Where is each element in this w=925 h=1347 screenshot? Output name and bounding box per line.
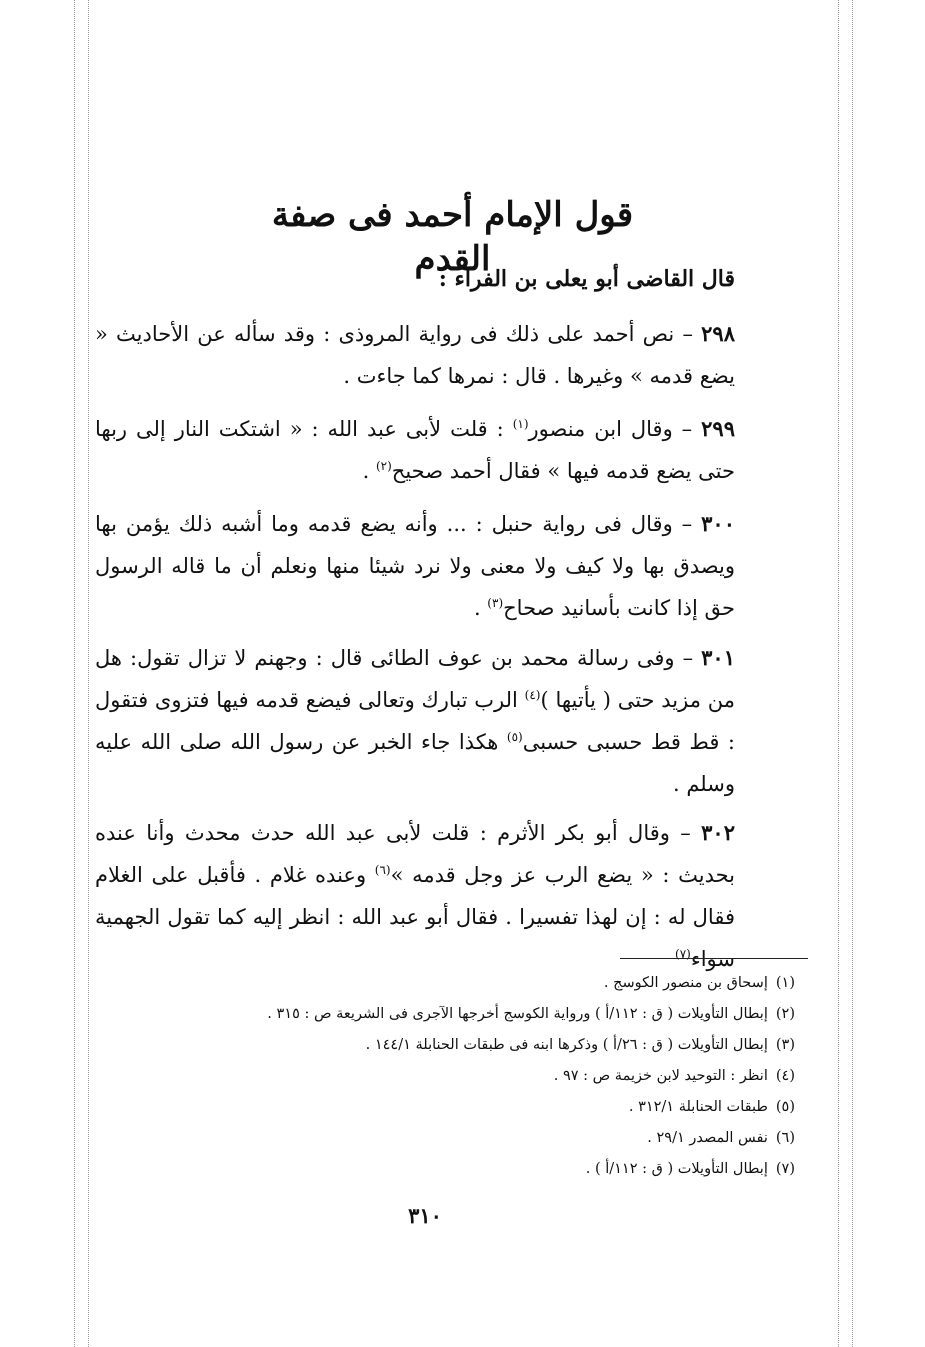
page-number: ٣١٠ [408, 1203, 442, 1228]
footnote-item [95, 1061, 795, 1092]
footnote-text: إبطال التأويلات ( ق : ١١٢/أ ) . [585, 1161, 768, 1177]
footnote-ref: (٧) [675, 947, 691, 961]
footnote-text: إبطال التأويلات ( ق : ١١٢/أ ) ورواية الكوسج أخرجها الآجرى فى الشريعة ص : ٣١٥ . [267, 1006, 768, 1022]
paragraph-number: ٣٠٠ [701, 511, 735, 536]
footnote-number: (٧) [775, 1161, 795, 1177]
footnote-text: نفس المصدر ٢٩/١ . [647, 1130, 768, 1146]
paragraph-302 [95, 812, 735, 980]
paragraph-number: ٢٩٩ [701, 416, 735, 441]
paragraph-text: – وقال أبو بكر الأثرم : قلت لأبى عبد الله حدث محدث وأنا عنده بحديث : « يضع الرب عز وجل قدمه » [95, 821, 735, 887]
footnote-item [95, 1030, 795, 1061]
margin-line-right-inner [838, 0, 839, 1347]
footnote-ref: (٥) [506, 730, 523, 744]
footnote-item [95, 1092, 795, 1123]
paragraph-text: – نص أحمد على ذلك فى رواية المروذى : وقد سأله عن الأحاديث « يضع قدمه » وغيرها . قال : نمرها كما جاءت . [95, 322, 735, 388]
footnote-ref: (٢) [375, 459, 392, 473]
intro-line: قال القاضى أبو يعلى بن الفراء : [438, 266, 735, 292]
margin-line-right-outer [852, 0, 853, 1347]
footnote-ref: (٤) [524, 688, 541, 702]
footnote-number: (٥) [775, 1099, 795, 1115]
footnote-ref: (١) [512, 417, 529, 431]
footnote-text: إبطال التأويلات ( ق : ٢٦/أ ) وذكرها ابنه فى طبقات الحنابلة ١٤٤/١ . [365, 1037, 768, 1053]
footnote-text: إسحاق بن منصور الكوسج . [603, 975, 768, 991]
margin-line-left-inner [88, 0, 89, 1347]
footnote-number: (٦) [775, 1130, 795, 1146]
footnote-item [95, 999, 795, 1030]
margin-line-left-outer [74, 0, 75, 1347]
footnote-number: (٤) [775, 1068, 795, 1084]
footnote-ref: (٣) [487, 596, 504, 610]
paragraph-text: هكذا جاء الخبر عن رسول الله صلى الله عليه وسلم . [95, 730, 735, 796]
paragraph-298 [95, 313, 735, 397]
paragraph-text: : قلت لأبى عبد الله : « اشتكت النار إلى ربها حتى يضع قدمه فيها » فقال أحمد صحيح [95, 417, 735, 483]
footnote-item [95, 968, 795, 999]
footnote-text: طبقات الحنابلة ٣١٢/١ . [628, 1099, 768, 1115]
footnote-divider [620, 958, 808, 959]
footnote-text: انظر : التوحيد لابن خزيمة ص : ٩٧ . [553, 1068, 768, 1084]
paragraph-301 [95, 637, 735, 805]
footnote-item [95, 1154, 795, 1185]
paragraph-text: . [362, 459, 376, 483]
paragraph-299 [95, 408, 735, 492]
footnote-number: (١) [775, 975, 795, 991]
footnote-list [95, 968, 795, 1185]
paragraph-number: ٢٩٨ [701, 321, 735, 346]
footnote-item [95, 1123, 795, 1154]
footnote-number: (٣) [775, 1037, 795, 1053]
paragraph-text: . [473, 596, 488, 620]
paragraph-number: ٣٠٢ [701, 820, 735, 845]
footnote-number: (٢) [775, 1006, 795, 1022]
paragraph-text: – وفى رسالة محمد بن عوف الطائى قال : وجهنم لا تزال تقول: هل من مزيد حتى ( يأتيها ) [95, 646, 735, 712]
paragraph-text: الرب تبارك وتعالى فيضع قدمه فيها فتزوى فتقول : قط قط حسبى حسبى [95, 688, 735, 754]
paragraph-text: – وقال ابن منصور [528, 417, 693, 441]
paragraph-number: ٣٠١ [701, 645, 735, 670]
footnote-ref: (٦) [374, 863, 391, 877]
paragraph-text: – وقال فى رواية حنبل : ... وأنه يضع قدمه وما أشبه ذلك يؤمن بها ويصدق بها ولا كيف ولا معنى ولا نرد شيئا منها ونعلم أن ما قاله الرسول حق إذا كانت بأسانيد صحاح [95, 512, 735, 620]
paragraph-300 [95, 503, 735, 629]
page-title: قول الإمام أحمد فى صفة القدم [271, 195, 634, 279]
paragraph-text: وعنده غلام . فأقبل على الغلام فقال له : إن لهذا تفسيرا . فقال أبو عبد الله : انظر إليه كما تقول الجهمية سواء [95, 863, 735, 971]
